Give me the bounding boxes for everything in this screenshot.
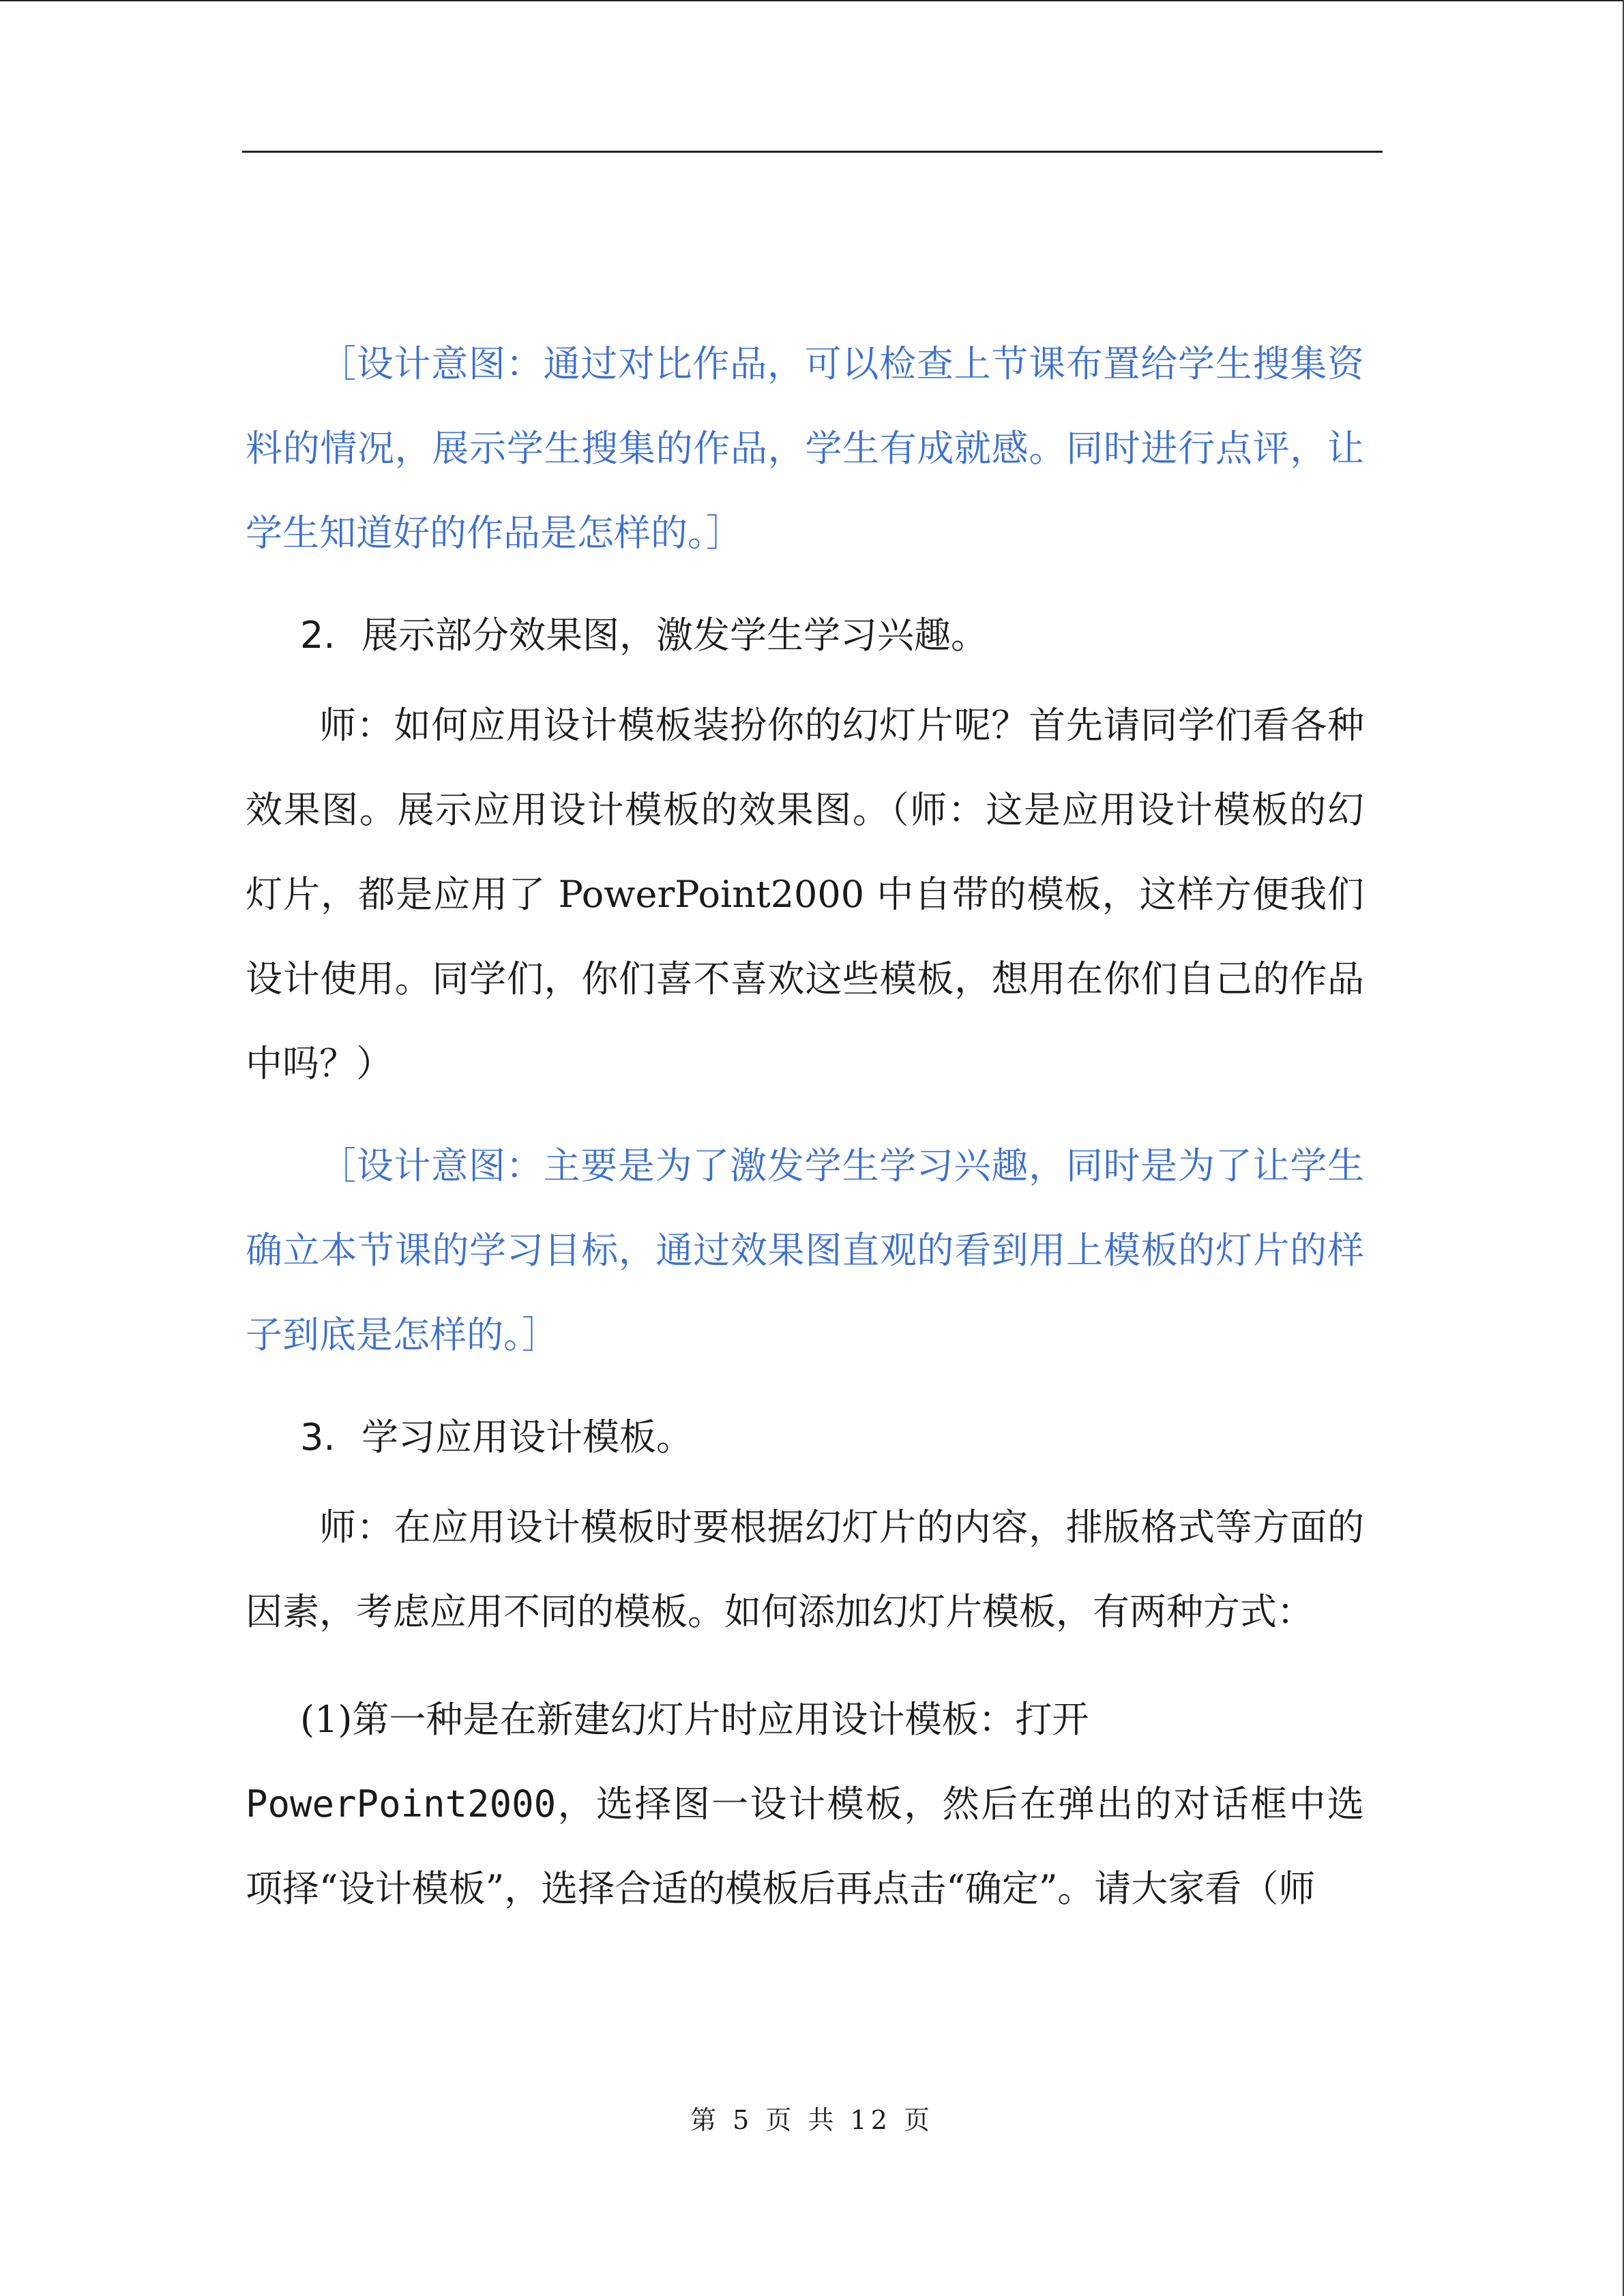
section-2-number: 2. — [300, 614, 336, 657]
page-footer: 第 5 页 共 12 页 — [690, 2105, 934, 2135]
sub-item-1-rest: ，选择图一设计模板，然后在弹出的对话框中选项择“设计模板”，选择合适的模板后再点击“确定”。请大家看（师 — [246, 1783, 1364, 1910]
section-2-heading — [246, 593, 1364, 678]
sub-item-1-app-name: PowerPoint2000 — [246, 1783, 557, 1825]
section-2-title: 展示部分效果图，激发学生学习兴趣。 — [361, 614, 988, 657]
design-intent-note-1: ［设计意图：通过对比作品，可以检查上节课布置给学生搜集资料的情况，展示学生搜集的作品，学生有成就感。同时进行点评，让学生知道好的作品是怎样的。］ — [246, 342, 1364, 554]
page-content — [246, 322, 1364, 1931]
sub-item-1 — [246, 1678, 1364, 1931]
design-intent-note-2: ［设计意图：主要是为了激发学生学习兴趣，同时是为了让学生确立本节课的学习目标，通过效果图直观的看到用上模板的灯片的样子到底是怎样的。］ — [246, 1144, 1364, 1356]
paragraph-teacher-2: 师：在应用设计模板时要根据幻灯片的内容，排版格式等方面的因素，考虑应用不同的模板。如何添加幻灯片模板，有两种方式： — [246, 1506, 1364, 1633]
section-3-title: 学习应用设计模板。 — [361, 1416, 693, 1459]
header-rule — [242, 151, 1383, 153]
paragraph-teacher-1: 师：如何应用设计模板装扮你的幻灯片呢？首先请同学们看各种效果图。展示应用设计模板的效果图。（师：这是应用设计模板的幻灯片，都是应用了 PowerPoint2000 中自带的模板，这样方便我们设计使用。同学们，你们喜不喜欢这些模板，想用在你们自己的作品中吗？） — [246, 704, 1364, 1085]
sub-item-1-line1: 第一种是在新建幻灯片时应用设计模板：打开 — [352, 1698, 1089, 1741]
section-3-number: 3. — [300, 1416, 336, 1459]
section-3-heading — [246, 1395, 1364, 1480]
sub-item-1-label: (1) — [300, 1698, 353, 1741]
